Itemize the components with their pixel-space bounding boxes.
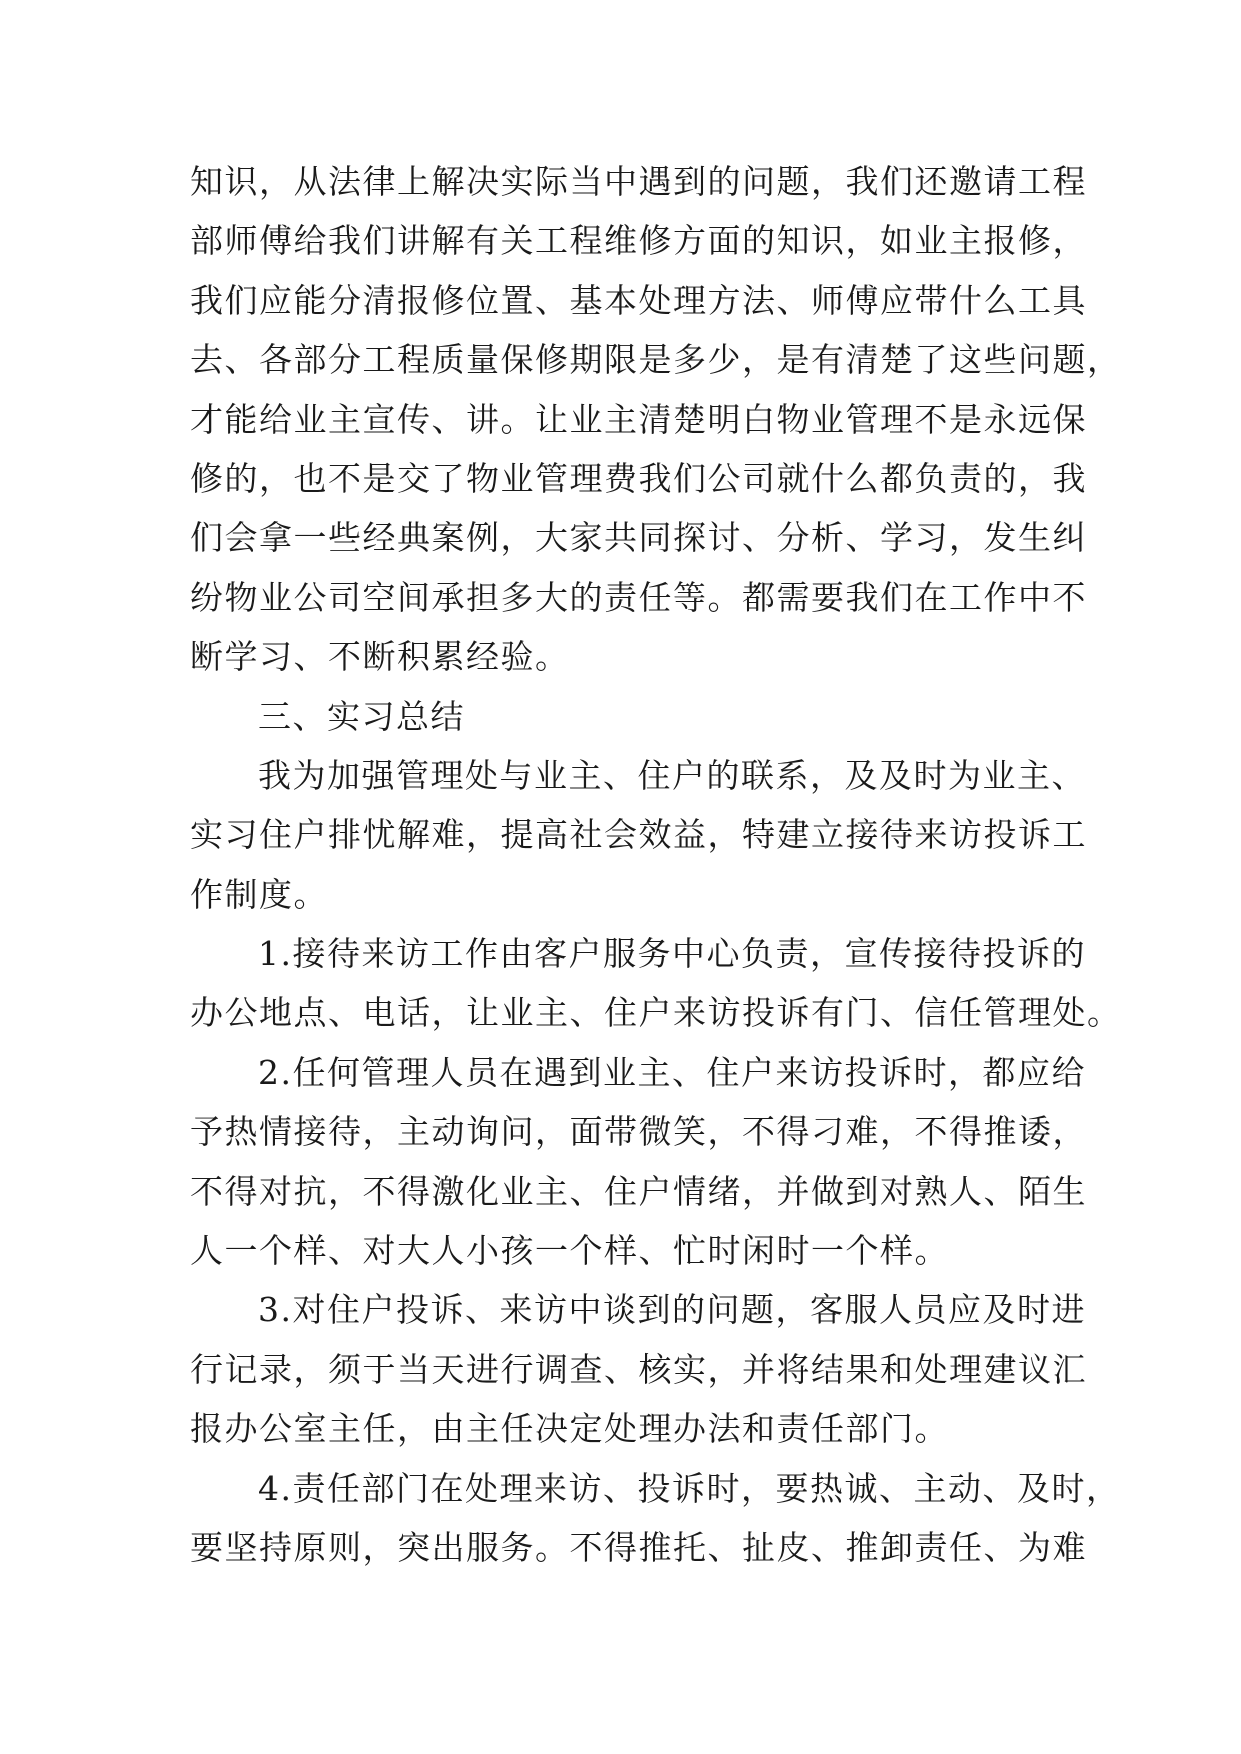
text-line: 3.对住户投诉、来访中谈到的问题，客服人员应及时进 <box>258 1290 1086 1330</box>
text-line: 1.接待来访工作由客户服务中心负责，宣传接待投诉的 <box>258 934 1086 974</box>
text-line: 去、各部分工程质量保修期限是多少，是有清楚了这些问题， <box>190 340 1122 380</box>
text-line: 我为加强管理处与业主、住户的联系，及及时为业主、 <box>258 755 1086 795</box>
text-line: 要坚持原则，突出服务。不得推托、扯皮、推卸责任、为难 <box>190 1527 1087 1567</box>
text-line: 2.任何管理人员在遇到业主、住户来访投诉时，都应给 <box>258 1052 1086 1092</box>
text-line: 不得对抗，不得激化业主、住户情绪，并做到对熟人、陌生 <box>190 1171 1087 1211</box>
text-line: 人一个样、对大人小孩一个样、忙时闲时一个样。 <box>190 1231 949 1271</box>
text-line: 断学习、不断积累经验。 <box>190 637 570 677</box>
text-line: 予热情接待，主动询问，面带微笑，不得刁难，不得推诿， <box>190 1112 1087 1152</box>
body-text <box>190 152 1122 1577</box>
text-line: 纷物业公司空间承担多大的责任等。都需要我们在工作中不 <box>190 577 1087 617</box>
text-line: 我们应能分清报修位置、基本处理方法、师傅应带什么工具 <box>190 280 1087 320</box>
text-line: 4.责任部门在处理来访、投诉时，要热诚、主动、及时， <box>258 1468 1121 1508</box>
text-line: 报办公室主任，由主任决定处理办法和责任部门。 <box>190 1409 949 1449</box>
text-line: 行记录，须于当天进行调查、核实，并将结果和处理建议汇 <box>190 1349 1087 1389</box>
text-line: 三、实习总结 <box>258 696 465 736</box>
text-line: 们会拿一些经典案例，大家共同探讨、分析、学习，发生纠 <box>190 518 1087 558</box>
text-line: 办公地点、电话，让业主、住户来访投诉有门、信任管理处。 <box>190 993 1122 1033</box>
text-line: 实习住户排忧解难，提高社会效益，特建立接待来访投诉工 <box>190 815 1087 855</box>
text-line: 作制度。 <box>190 874 328 914</box>
text-line: 知识，从法律上解决实际当中遇到的问题，我们还邀请工程 <box>190 162 1087 201</box>
text-line: 修的，也不是交了物业管理费我们公司就什么都负责的，我 <box>190 458 1087 498</box>
text-line: 才能给业主宣传、讲。让业主清楚明白物业管理不是永远保 <box>190 399 1087 439</box>
text-line: 部师傅给我们讲解有关工程维修方面的知识，如业主报修， <box>190 221 1087 261</box>
